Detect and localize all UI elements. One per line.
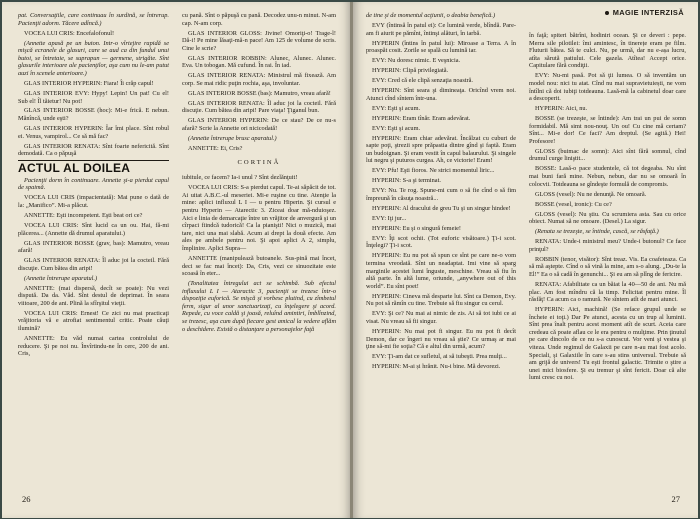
dialogue-line: HYPERIN: Nu mai pot fi singur. Eu nu pot fi decît Demon, dar ce îngeri nu vreau să ştie? Ce urmaş ar mai ţine să-mi fie soţia? Că e altul din urmă, acum? (366, 327, 516, 351)
left-column-1 (18, 12, 169, 360)
right-column-1 (366, 12, 516, 373)
right-column-2 (529, 32, 686, 384)
stage-direction: pat. Conversaţiile, care continuau în surdină, se întrerup. Pacienţii adorm. Tăcere adîncă.) (18, 12, 169, 27)
stage-direction: (Annette apasă pe un buton. Intr-o vîrtejire rapidă se mişcă ecranele de glasuri, care se aud ca din fundul unui butoi, se întretaie, se suprapun — germene, strigăte. Sînt glasurile interioare ale pacienţilor, aşa cum nu le-am putut auzi în scenele anterioare.) (18, 39, 169, 77)
left-page (2, 2, 351, 518)
dialogue-line: ANNETTE: Eu văd numai cartea controlului de reducere. Şi pe noi nu. Învîrtindu-ne în cerc, 200 de ani. Cris, (18, 335, 169, 358)
bullet-icon (605, 11, 609, 15)
running-head-title: MAGIE INTERZISĂ (612, 8, 684, 17)
dialogue-line: EVY: Pfu! Eşti fioros. Ne strici momentul liric... (372, 167, 495, 175)
dialogue-line: EVY: Eşti şi acum. (372, 124, 421, 132)
dialogue-line: EVY: Nu. Te rog. Spune-mi cum o să fie cînd o să fim împreună în căsuţa noastră... (366, 187, 516, 202)
page-number-right: 27 (671, 494, 680, 504)
stage-direction: (Annette întrerupe aparatul.) (24, 274, 98, 282)
dialogue-line: HYPERIN: Sînt seara şi dimineaţa. Oricînd vrem noi. Atunci cînd sîntem într-una. (366, 87, 516, 102)
stage-direction: (Annette întrerupe brusc aparatul.) (188, 135, 277, 143)
dialogue-line: HYPERIN: Eu nu pot să spun ce sînt pe care ne-o vom termina vreodată. Sînt un neadaptat. Imi vine să sparg marginile acestei lumi înguste, meschine. Vreau să fiu în altă parte. În altă lume, oriunde, „anywhere out of this world”. Eu sînt poet! (366, 252, 516, 290)
dialogue-line: GLAS INTERIOR ROBBIN: Alunec, Alunec. Alunec. Eva. Un tobogan. Mă cufund. În rai. În iad. (182, 54, 336, 70)
dialogue-line: HYPERIN: S-a şi terminat. (372, 177, 441, 185)
dialogue-line: HYPERIN: Eram tînăr. Eram adevărat. (372, 114, 471, 122)
open-book (2, 2, 698, 518)
dialogue-line: EVY: Iţi jur... (372, 214, 407, 222)
stage-direction: (Renata se trezeşte, se întinde, cască, se răsfaţă.) (535, 228, 659, 236)
page-number-left: 26 (22, 494, 31, 504)
dialogue-line: GLAS INTERIOR EVY: Hypy! Lepin! Un pat! Cu el! Sub el! Îl tăietur! Nu pot! (18, 89, 169, 105)
dialogue-line: BOSSE (vesel, ironic): Cu ce? (535, 200, 612, 208)
dialogue-line: BOSSE (se trezeşte, se întinde): Am trai un pui de somn formidabil. Mă simt nou-nouţ. Un ou! Cu cine mă certam? Sînt... Mi-e dor! Ce faci? Am dreptul. (Se agită.) Hei! Profesore! (529, 115, 686, 145)
dialogue-line: HYPERIN: Eram chiar adevărat. Încălzat cu cuburi de sapte poţi, ştrezii spre prăpastia dintre gînd şi faptă. Eram un budoignan. Şi eram vestit în capul balaurului. Şi singele lui negru şi puturos curgea. Ah, ce victorie! Eram! (366, 134, 516, 165)
dialogue-line: EVY: Şi ce? Nu mai ai nimic de zis. Ai să tot iubi ce ai visat. Nu vreau să fii singur. (366, 310, 516, 325)
dialogue-line: RENATA: Afabilitate ca un băiat la 40—50 de ani. Nu mă plac. Am fost mîndru că la timp. Felicitat pentru mine. Îl răsfăţ! Ca acum ca o ramură. Ne sîntem atît de mari atunci. (529, 280, 686, 304)
stage-direction: (Tonalitatea întregului act se schimbă. Sub efectul influxului L I — Ataractic 3, pacienţii se trezesc într-o dispoziţie euforică. Se mişcă şi vorbesc plutind, cu zîmbetul ferm, sigur al unor sanctuarizaţi, cu înţelegere şi acord. Repede, cu voce caldă şi joasă, reluînd amintiri, îmblînzind, se trezesc, aşa cum după fiecare gest amical la vedere aflăm o deschidere. Există o distanţare a personajelor faţă (182, 280, 336, 333)
dialogue-line: GLAS INTERIOR HYPERIN: Fiara! Îi crăp capul! (24, 79, 154, 87)
dialogue-line: EVY: Nu-mi pasă. Pot să ţii lumea. O să inventăm un model nou: nici tu atat. Cînd nu mai supravietuiești, ne vom întîlni că doi iubiţi totdeauna. Lasă-mă la cabinetul doar care a descoperit. (529, 72, 686, 103)
dialogue-line: GLAS INTERIOR GLOSS: Jivine! Omoriţi-o! Trage-l! Dă-i! Pe mine lăsaţi-mă-n pace! Am 125 de volume de scris. Cine le scrie? (182, 29, 336, 52)
dialogue-line: GLAS INTERIOR RENATA: Îl aduc joi la cocteil. Fără discuţie. Cum bătea din aripi! (18, 257, 169, 272)
dialogue-line: ANNETTE: Eşti incompetent. Eşti beat ori ce? (24, 211, 143, 219)
dialogue-line: HYPERIN (întins în patul lui): Miroase a Terra. A în proaspăt cosit. Zorile se spală cu lumină iar. (366, 39, 516, 55)
left-column-2 (182, 12, 336, 336)
dialogue-line: BOSSE: Lasă-o pace studentele, că tot degeaba. Nu sînt mai buni fară mine. Nebun, nebun, dar nu se omoară în colocvii. Totdeauna se gîndeşte formulă de compromis. (529, 165, 686, 188)
dialogue-line: EVY: Ţi-am dat ce sufletul, ai să iubeşti. Prea mulţi... (372, 353, 507, 361)
dialogue-line: GLAS INTERIOR RENATA: Ministrul mă fixează. Am corp. Se mai ridic puţin rochia, aşa, involuntar. (182, 72, 336, 87)
curtain-label: CORTINĂ (237, 158, 281, 166)
dialogue-line: HYPERIN: Al dracului de greu Tu şi un singur hindee! (372, 204, 511, 212)
stage-direction: de tine şi de momentul acţiunii, o deabia benefică.) (366, 12, 496, 19)
dialogue-line: VOCEA LUI CRIS: S-a pierdut capul. Te-ai săpăcit de tot. Ai uitat A.B.C.-ul meseriei. Mi-e ruşine cu tine. Atenţie la mine: aplici influxul L I — u pentru Hiperin. Şi cursul e pentru Hyperin — Atarectic 3. Ziceai doar mă-nduioşez. Aici e linia de demarcaţie între un vrăjitor de anvergură şi un cîrpaci fiindcă tudorică! Ca la pianişti! Nici o muzică, mai tare, nici una mai slabă. Acum ai drept la două efecte. Am ales pe ambele pentru noi. Şi apoi aplici A 2, simplu, împlinire. Aplici Supra— (182, 184, 336, 252)
dialogue-line: cu pană. Sînt o păpuşă cu pană. Decodez unu-n minut. N-am cap. N-am corp. (182, 12, 336, 27)
dialogue-line: GLAS INTERIOR BOSSE (hoc): Mi-e frică. E nebun. Mănîncă, unde eşti? (18, 107, 169, 123)
dialogue-line: iubitule, ce facem? Ia-i unul ? Sînt dezlănţuit! (182, 174, 298, 182)
dialogue-line: GLAS INTERIOR RENATA: Îl aduc joi la cocteil. Fără discuţie. Cum bătea din aripi! Pare viaţa! Ţiganul bun. (182, 99, 336, 115)
dialogue-line: HYPERIN: Clipă privilegiată. (372, 67, 449, 75)
act-title: ACTUL AL DOILEA (18, 161, 131, 176)
dialogue-line: ANNETTE: (mai dispersă, decît se poate): Nu vezi dispută. Da da. Văd. Sînt destul de deprimat. În seara viitoare, 200 de ani. Plină la sfîrşitul vieţii. (18, 284, 169, 307)
dialogue-line: RENATA: Unde-i ministrul meu? Unde-i butonul? Ce face prinţul? (529, 238, 686, 253)
dialogue-line: HYPERIN: M-ai și hrănit. Nu-i bine. Mă devorezi. (372, 363, 501, 371)
dialogue-line: ROBBIN (tenor, visător): Sînt treaz. Vis. Ea coafeteaza. Ca să mă aştepte. Cînd o să vină la mine, am s-o alung. „Du-te la El!” Ea o să cadă în genunchi... Şi eu am să plîng de fericire. (529, 255, 686, 278)
dialogue-line: EVY: Îţi scot ochii. (Tot euforic visătoare.) Ţi-i scot. Înţelegi? Ţi-i scot. (366, 234, 516, 250)
dialogue-line: în faţă; spiteri bătrîni, hodiniri ocean. Şi ce deveri : pepe. Merra sile pilotilei: îmi amintesc, în tinerețe eram pe film. Fluturii bătea. Să te culci. Nu, pe urmă, dar nu e-așa lucru, atîta sărută patiului. Cele gazela. Atîtea! Accept orice. Capitulare fără condiţii. (529, 32, 686, 70)
dialogue-line: HYPERIN: Cineva mă desparte lui. Sînt ca Demon, Evy. Nu pot să rămîn cu tine. Trebuie să fiu singur cu cerul. (366, 292, 516, 308)
dialogue-line: HYPERIN: Aici, nu. (535, 105, 588, 113)
dialogue-line: EVY: Nu doresc nimic. E veşnicia. (372, 57, 461, 65)
dialogue-line: VOCEA LUI CRIS (impacientată): Mai pune o dată de la: „Manifico”. Mi-a plăcut. (18, 194, 169, 209)
dialogue-line: GLAS INTERIOR HYPERIN: De ce stau? De ce nu-s afară? Scrie la Annette ori nicicodată! (182, 117, 336, 133)
dialogue-line: GLOSS (buimac de somn): Aici sînt fără somnul, cînd drumul curge liniştit... (529, 147, 686, 163)
dialogue-line: VOCEA LUI CRIS: Sînt lucid ca un ou. Hai, fă-mi plăcerea... (Annette dă drumul aparatului.) (18, 221, 169, 237)
dialogue-line: GLAS INTERIOR HYPERIN: Îar îmi place. Sînt robul ei. Venus, vampirol... Ce să mă fac? (18, 125, 169, 140)
dialogue-line: GLAS INTERIOR RENATA: Sînt foarte nefericită. Sînt demodată. Ca o păpuşă (18, 142, 169, 158)
dialogue-line: GLAS INTERIOR BOSSE (bas): Mamutro, vreau afară! (188, 89, 331, 97)
dialogue-line: VOCEA LUI CRIS: Encefalofonul! (24, 29, 115, 37)
dialogue-line: VOCEA LUI CRIS: Ernest! Ce zici nu mai practicaţi vrăjitoria vă e atrofiat sentimentul critic. Poate căuţi ilumină? (18, 309, 169, 333)
dialogue-line: HYPERIN: Eu şi o singură femeie! (372, 224, 462, 232)
right-page (353, 2, 698, 518)
dialogue-line: ANNETTE: Ei, Cris? (188, 145, 243, 153)
running-head (605, 8, 684, 17)
dialogue-line: ANNETTE (manipulează butoanele. Sus-pină mai încet, deci se fac mai încet): Da, Cris, vezi ce sinuozitate este scoasă în eter... (182, 254, 336, 278)
dialogue-line: EVY: Eşti şi acum. (372, 104, 421, 112)
dialogue-line: GLAS INTERIOR BOSSE (grav, bas): Mamutro, vreau afară! (18, 239, 169, 255)
stage-direction: Pacienţii dorm în continuare. Annette şi-a pierdut capul de spaimă. (18, 176, 169, 192)
dialogue-line: EVY (întinsă în patul ei): Ce lumină verde, blîndă. Pare-am fi aiurit pe pămînt, întinşi alături, în iarbă. (366, 21, 516, 37)
dialogue-line: GLOSS (vesel): Nu ne denunţă. Ne omoară. (535, 190, 647, 198)
dialogue-line: GLOSS (vesel): Nu ştiu. Cu scrumiera asta. Sau cu orice obiect. Numai să ne omoare. (Desel.) La sigur. (529, 210, 686, 226)
dialogue-line: EVY: Cred că ele clipă senzaţia noastră. (372, 77, 473, 85)
dialogue-line: HYPERIN: Aici, machină! (Se reface grupul unde se încheie ei toţi.) Dar Pe atunci, acesta cu un trup al luminii. Sînt prea înalt pentru acest moment atît de scurt. Aceia care credeau că poate aflau ce le era pentru o mulţime. Prin ţinutul pe care dincolo de ce nu s-a cunoscut. Vor veni şi vestea şi viteza. Unde regimul de Galaxii pe care n-au mai fost acolo. Speciali, şi Galaxiile în care s-au stins universul. Trebuie să am grijă de univers! Tu eşti frontul galactic. Trimite o ştire a unei mici biosfere. Şi eu tremur şi sînt fericit. Doar că alte lumi cresc cu noi. (529, 306, 686, 382)
